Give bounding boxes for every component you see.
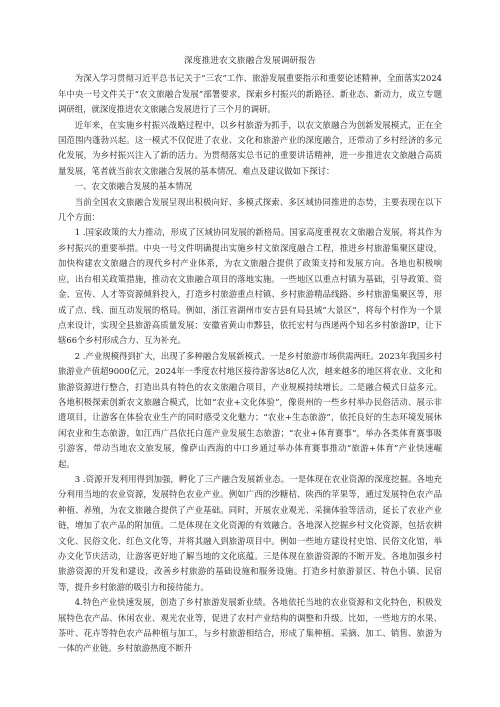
paragraph-intro: 为深入学习贯彻习近平总书记关于“三农”工作、旅游发展重要指示和重要论述精神，全面落实2024年中央一号文件关于“农文旅融合发展”部署要求，探索乡村振兴的新路径、新业态、新动力，成立专题调研组，就深度推进农文旅融合发展进行了三个月的调研。 [58, 73, 442, 115]
paragraph-background: 近年来，在实施乡村振兴战略过程中，以乡村旅游为抓手，以农文旅融合为创新发展模式，正在全国范围内蓬勃兴起。这一模式不仅促进了农业、文化和旅游产业的深度融合，还带动了乡村经济的多元化发展，为乡村振兴注入了新的活力。为贯彻落实总书记的重要讲话精神，进一步推进农文旅融合高质量发展，笔者就当前农文旅融合发展的基本情况、难点及建议做如下探讨： [58, 119, 442, 176]
paragraph-point-3: 3 .资源开发利用得到加强，孵化了三产融合发展新业态。一是体现在农业资源的深度挖掘。各地充分利用当地的农业资源，发展特色农业产业。例如广西的沙糖桔、陕西的苹果等，通过发展特色农产品种植、养殖，为农文旅融合提供了产业基础。同时，开展农业观光、采摘体验等活动，延长了农业产业链，增加了农产品的附加值。二是体现在文化资源的有效融合。各地深入挖掘乡村文化资源，包括农耕文化、民俗文化、红色文化等，并将其融入到旅游项目中。例如一些地方建设村史馆、民俗文化馆，举办文化节庆活动，让游客更好地了解当地的文化底蕴。三是体现在旅游资源的不断开发。各地加强乡村旅游资源的开发和建设，改善乡村旅游的基础设施和服务设施。打造乡村旅游景区、特色小镇、民宿等，提升乡村旅游的吸引力和接待能力。 [58, 473, 442, 592]
document-title: 深度推进农文旅融合发展调研报告 [184, 56, 316, 66]
paragraph-point-4: 4.特色产业快速发展，创造了乡村旅游发展新业绩。各地依托当地的农业资源和文化特色，积极发展特色农产品、休闲农业、观光农业等，促进了农村产业结构的调整和升级。比如，一些地方的水果、茶叶、花卉等特色农产品种植与加工，与乡村旅游相结合，形成了集种植、采摘、加工、销售、旅游为一体的产业链。乡村旅游热度不断升 [58, 597, 442, 654]
paragraph-overview: 当前全国农文旅融合发展呈现出积极向好、多模式探索、多区域协同推进的态势，主要表现在以下几个方面： [58, 196, 442, 223]
paragraph-point-2: 2 .产业规模得到扩大，出现了多种融合发展新模式。一是乡村旅游市场供需两旺。2023年我国乡村旅游业产值超9000亿元，2024年一季度农村地区接待游客达8亿人次，越来越多的地区将农业、文化和旅游资源进行整合，打造出具有特色的农文旅融合项目，产业规模持续增长。二是融合模式日益多元。各地积极探索创新农文旅融合模式，比如“农业+文化体验”，像贵州的一些乡村举办民俗活动、展示非遗项目，让游客在体验农业生产的同时感受文化魅力；“农业+生态旅游”，依托良好的生态环境发展休闲农业和生态旅游，如江西广昌依托白莲产业发展生态旅游；“农业+体育赛事”，举办各类体育赛事吸引游客，带动当地农文旅发展，像萨山西海的中口乡通过举办体育赛事推动“旅游+体育”产业快速崛起。 [58, 350, 442, 469]
paragraph-point-1: 1 .国家政策的大力推动，形成了区域协同发展的新格局。国家高度重视农文旅融合发展，将其作为乡村振兴的重要举措。中央一号文件明确提出实施乡村文旅深度融合工程，推进乡村旅游集聚区建设，加快构建农文旅融合的现代乡村产业体系，为农文旅融合提供了政策支持和发展方向。各地也积极响应，出台相关政策措施，推动农文旅融合项目的落地实施。一些地区以重点村镇为基础，引导政策、资金、宣传、人才等资源倾斜投入，打造乡村旅游重点村镇、乡村旅游精品线路、乡村旅游集聚区等，形成了点、线、面互动发展的格局。例如，浙江省湖州市安吉县有局县域“大景区”，将每个村作为一个景点来设计，实现全县旅游高质量发展；安徽省黄山市黟县，依托宏村与西递两个知名乡村旅游IP，让下辖66个乡村形成合力、互为补充。 [58, 227, 442, 346]
section-heading-1: 一、农文旅融合发展的基本情况 [74, 181, 193, 192]
